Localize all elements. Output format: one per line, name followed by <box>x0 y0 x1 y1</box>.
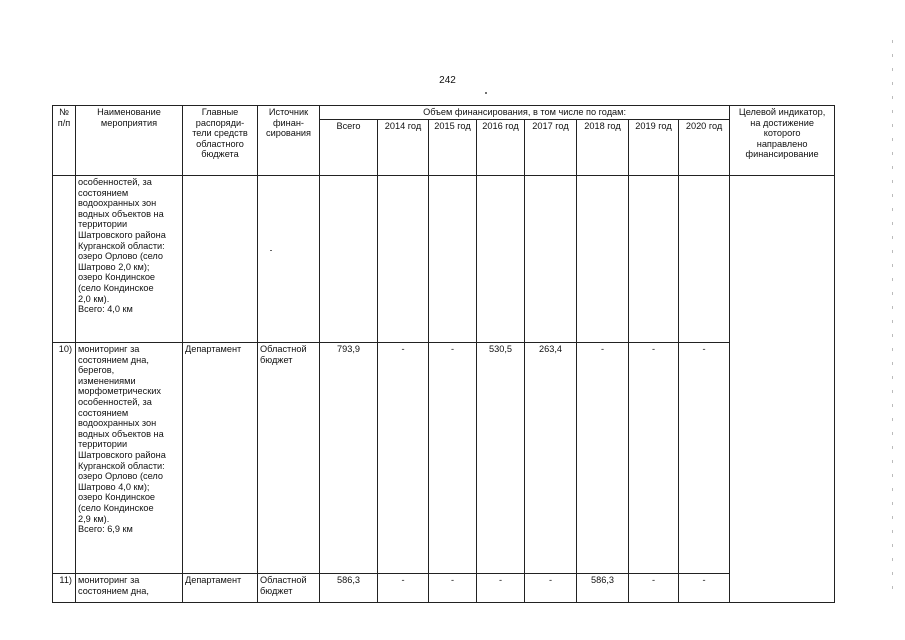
header-year: 2020 год <box>679 120 730 176</box>
header-year: 2015 год <box>429 120 477 176</box>
row-year-value <box>679 176 730 343</box>
row-index: 11) <box>53 574 76 603</box>
header-year: 2017 год <box>525 120 577 176</box>
header-year: 2014 год <box>378 120 429 176</box>
row-year-value <box>378 176 429 343</box>
row-manager <box>183 176 258 343</box>
row-year-value <box>429 176 477 343</box>
table-row <box>53 176 835 343</box>
scan-dot <box>485 92 487 94</box>
row-year-value: - <box>679 574 730 603</box>
row-year-value: 530,5 <box>477 343 525 574</box>
scan-margin-marks <box>892 40 893 600</box>
header-volume-group: Объем финансирования, в том числе по годам: <box>320 106 730 120</box>
row-name: мониторинг за состоянием дна, берегов, изменениями морфометрических особенностей, за состоянием водоохранных зон водных объектов на территории Шатровского района Курганской области: озеро Орлово (село Шатрово 4,0 км); озеро Кондинское (село Кондинское 2,9 км). Всего: 6,9 км <box>76 343 183 574</box>
row-source <box>258 176 320 343</box>
header-year: 2016 год <box>477 120 525 176</box>
row-total: 793,9 <box>320 343 378 574</box>
row-year-value: 263,4 <box>525 343 577 574</box>
row-indicator <box>730 176 835 603</box>
row-year-value: - <box>525 574 577 603</box>
row-year-value: - <box>629 574 679 603</box>
financing-table <box>52 105 835 603</box>
header-row <box>53 106 835 120</box>
row-year-value: - <box>679 343 730 574</box>
header-year: 2019 год <box>629 120 679 176</box>
header-indicator: Целевой индикатор, на достижение которого направлено финансирование <box>730 106 835 176</box>
row-year-value: - <box>477 574 525 603</box>
row-name: мониторинг за состоянием дна, <box>76 574 183 603</box>
scan-speck <box>270 250 272 251</box>
row-year-value <box>629 176 679 343</box>
row-total <box>320 176 378 343</box>
row-name: особенностей, за состоянием водоохранных зон водных объектов на территории Шатровского района Курганской области: озеро Орлово (село Шатрово 2,0 км); озеро Кондинское (село Кондинское 2,0 км). Всего: 4,0 км <box>76 176 183 343</box>
header-name: Наименование мероприятия <box>76 106 183 176</box>
row-year-value: - <box>378 574 429 603</box>
row-total: 586,3 <box>320 574 378 603</box>
row-source: Областной бюджет <box>258 343 320 574</box>
table-row <box>53 574 835 603</box>
page-number: 242 <box>439 75 456 86</box>
row-year-value: - <box>577 343 629 574</box>
row-year-value: - <box>429 343 477 574</box>
row-year-value <box>477 176 525 343</box>
row-manager: Департамент <box>183 343 258 574</box>
header-total: Всего <box>320 120 378 176</box>
table-row <box>53 343 835 574</box>
row-year-value: - <box>378 343 429 574</box>
header-no: № п/п <box>53 106 76 176</box>
header-managers: Главные распоряди- тели средств областного бюджета <box>183 106 258 176</box>
row-index: 10) <box>53 343 76 574</box>
header-source: Источник финан- сирования <box>258 106 320 176</box>
row-manager: Департамент <box>183 574 258 603</box>
row-year-value <box>525 176 577 343</box>
row-year-value: - <box>629 343 679 574</box>
row-index <box>53 176 76 343</box>
header-year: 2018 год <box>577 120 629 176</box>
row-year-value: 586,3 <box>577 574 629 603</box>
row-source: Областной бюджет <box>258 574 320 603</box>
row-year-value <box>577 176 629 343</box>
row-year-value: - <box>429 574 477 603</box>
